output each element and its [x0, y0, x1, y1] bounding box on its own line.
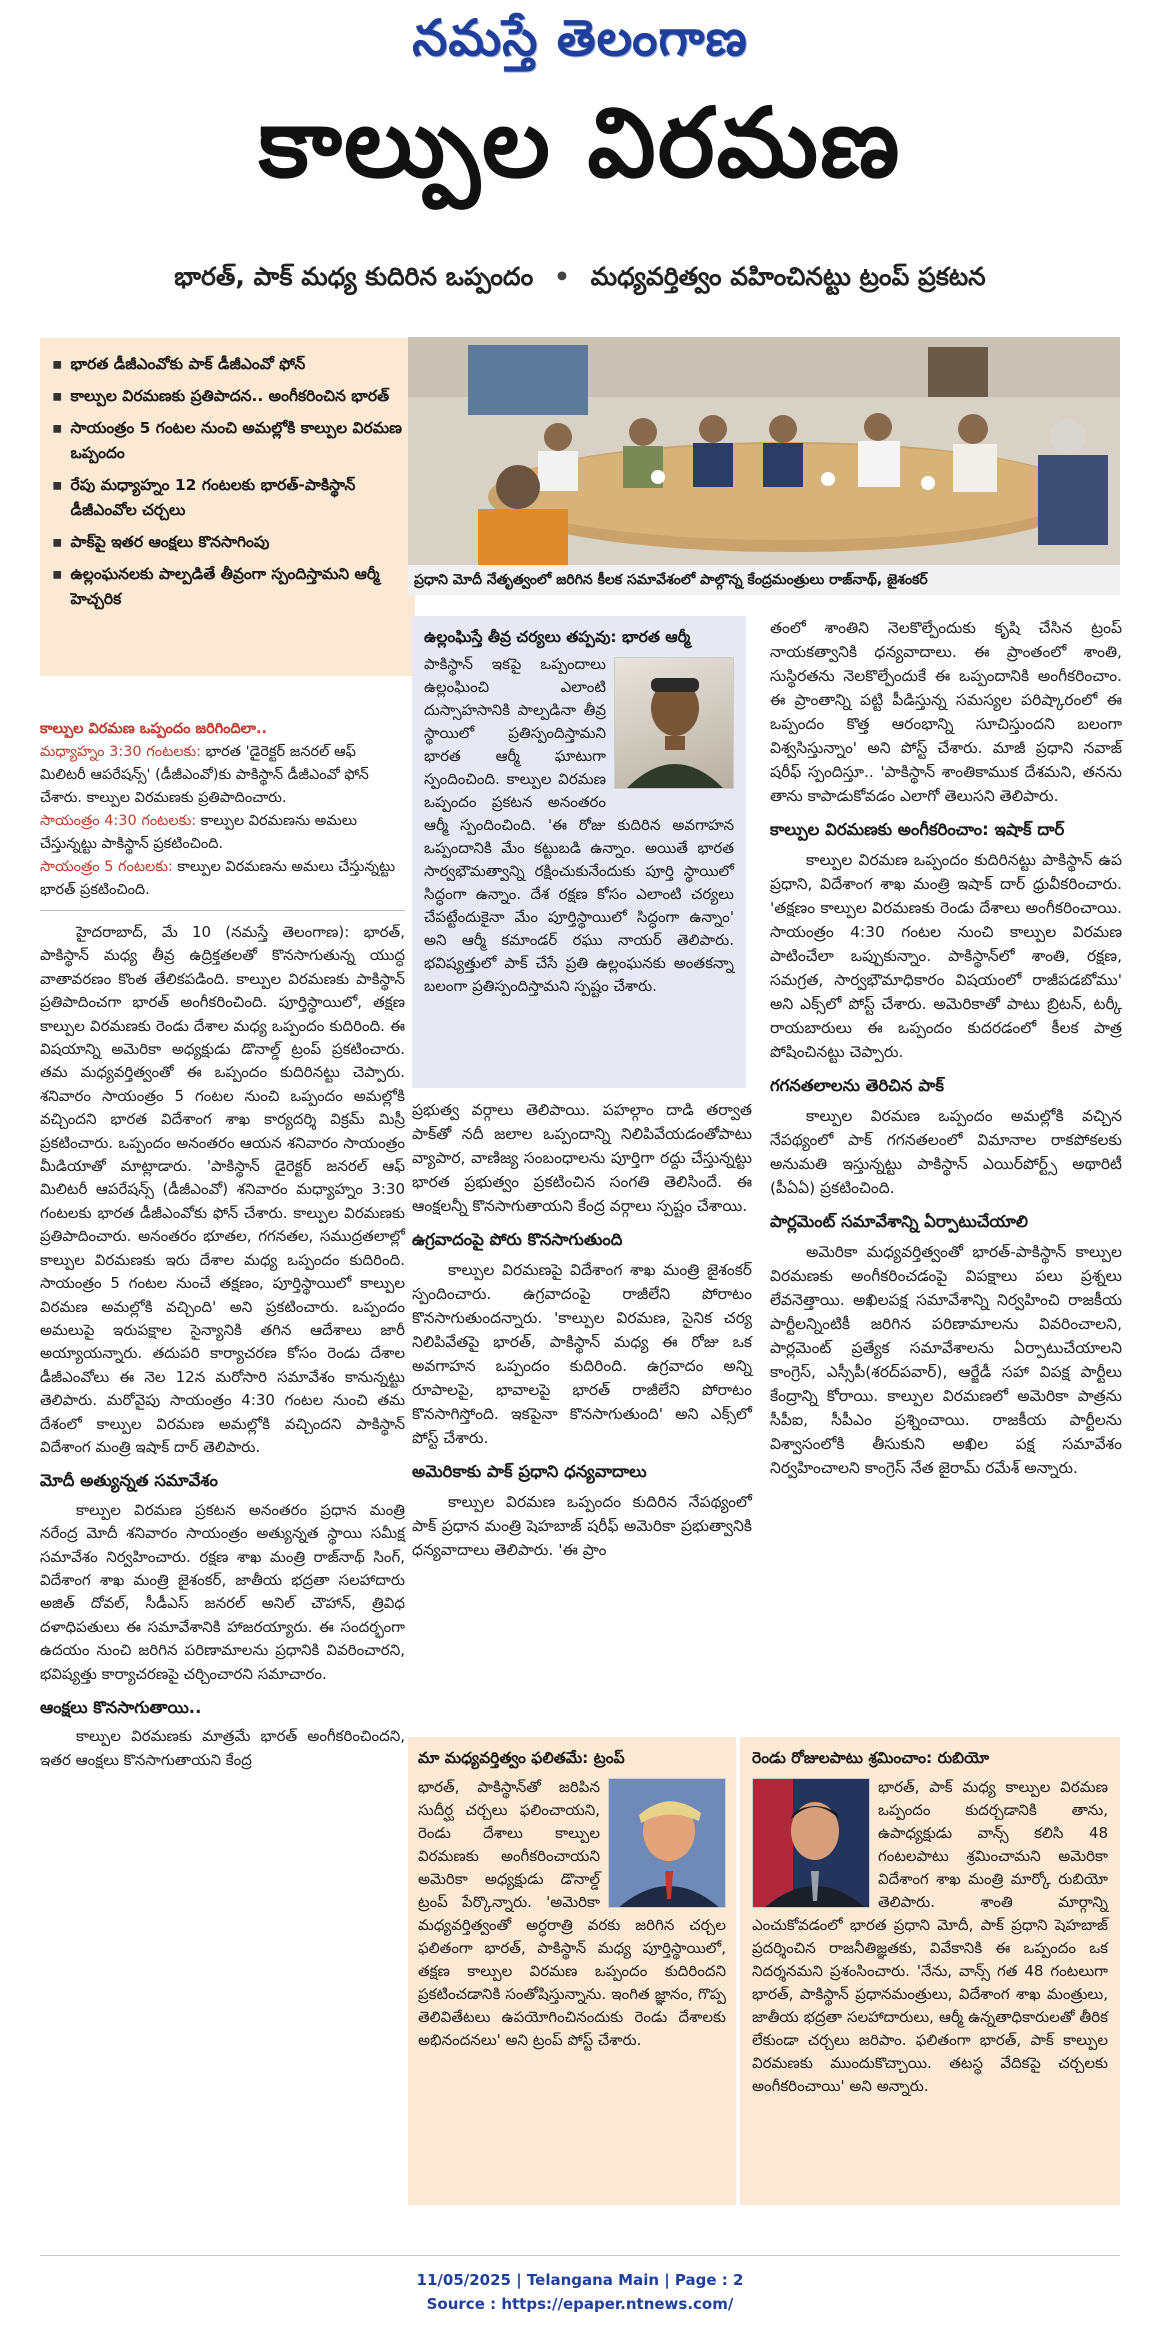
bullet-icon: ▪	[52, 387, 63, 405]
footer-edition-info: 11/05/2025 | Telangana Main | Page : 2	[416, 2271, 744, 2289]
page-footer	[0, 2268, 1160, 2316]
army-commander-photo	[614, 657, 734, 789]
timeline-heading: కాల్పుల విరమణ ఒప్పందం జరిగిందిలా..	[40, 721, 267, 737]
section-heading: పార్లమెంట్ సమావేశాన్ని ఏర్పాటుచేయాలి	[770, 1212, 1028, 1231]
army-box-text: పాకిస్థాన్ ఇకపై ఒప్పందాలు ఉల్లంఘించి ఎలాంటి దుస్సాహసానికి పాల్పడినా తీవ్ర స్థాయిలో ప్రతిస్పందిస్తామని భారత ఆర్మీ ఘాటుగా స్పందించింది. కాల్పుల విరమణ ఒప్పందం ప్రకటన అనంతరం ఆర్మీ స్పందించింది. 'ఈ రోజు కుదిరిన అవగాహన ఒప్పందానికి మేం కట్టుబడి ఉన్నాం. అయితే భారత సార్వభౌమత్వాన్ని రక్షించుకునేందుకు పూర్తి స్థాయిలో సిద్ధంగా ఉన్నాం. దేశ రక్షణ కోసం ఎలాంటి చర్యలు చేపట్టేందుకైనా మేం పూర్తిస్థాయిలో సిద్ధంగా ఉన్నాం' అని ఆర్మీ కమాండర్ రఘు నాయర్ తెలిపారు. భవిష్యత్తులో పాక్ చేసే ప్రతి ఉల్లంఘనకు అంతకన్నా బలంగా ప్రతిస్పందిస్తామని స్పష్టం చేశారు.	[424, 655, 734, 995]
bullet-icon: ▪	[52, 419, 63, 437]
section-heading: మోదీ అత్యున్నత సమావేశం	[40, 1471, 218, 1491]
article-paragraph: హైదరాబాద్, మే 10 (నమస్తే తెలంగాణ): భారత్, పాకిస్థాన్ మధ్య తీవ్ర ఉద్రిక్తతలతో కొనసాగుతున్న యుద్ధ వాతావరణం కొంత తేలికపడింది. కాల్పుల విరమణకు పాకిస్థాన్ ప్రతిపాదించగా భారత్ అంగీకరించింది. పూర్తిస్థాయిలో, తక్షణ కాల్పుల విరమణకు రెండు దేశాల మధ్య ఒప్పందం కుదిరింది. ఈ విషయాన్ని అమెరికా అధ్యక్షుడు డొనాల్డ్ ట్రంప్ ప్రకటించారు. తమ మధ్యవర్తిత్వంతో ఈ ఒప్పందం కుదిరినట్టు చెప్పారు. శనివారం సాయంత్రం 5 గంటల నుంచి ఒప్పందం అమల్లోకి వచ్చిందని భారత విదేశాంగ శాఖ కార్యదర్శి విక్రమ్ మిస్రీ ప్రకటించారు. ఒప్పందం అనంతరం ఆయన శనివారం సాయంత్రం మీడియాతో మాట్లాడారు. 'పాకిస్థాన్ డైరెక్టర్ జనరల్ ఆఫ్ మిలిటరీ ఆపరేషన్స్ (డీజీఎంవో) శనివారం మధ్యాహ్నం 3:30 గంటలకు భారత డీజీఎంవోకు ఫోన్ చేశారు. కాల్పుల విరమణకు ప్రతిపాదించారు. అనంతరం భూతల, గగనతల, సముద్రతలాల్లో కాల్పుల విరమణకు ఇరు దేశాల మధ్య ఒప్పందం కుదిరింది. సాయంత్రం 5 గంటల నుంచే తక్షణం, పూర్తిస్థాయిలో కాల్పుల విరమణ అమల్లోకి వచ్చింది' అని ప్రకటించారు. ఒప్పందం అమలుపై ఇరుపక్షాల సైన్యానికి తగిన ఆదేశాలు జారీ అయ్యాయన్నారు. తదుపరి కార్యాచరణ కోసం రెండు దేశాల డీజీఎంవోలు ఈ నెల 12న మరోసారి సమావేశం కానున్నట్టు తెలిపారు. మరోవైపు సాయంత్రం 4:30 గంటల నుంచి తమ దేశంలో కాల్పుల విరమణ అమల్లోకి వచ్చిందని పాకిస్థాన్ విదేశాంగ మంత్రి ఇషాక్ దార్ తెలిపారు.	[40, 923, 405, 1456]
article-column-2	[412, 1098, 752, 1564]
trump-quote-box	[408, 1737, 736, 2205]
masthead	[0, 8, 1160, 80]
timeline-box	[40, 718, 405, 1774]
highlight-item: ▪ ఉల్లంఘనలకు పాల్పడితే తీవ్రంగా స్పందిస్తామని ఆర్మీ హెచ్చరిక	[52, 562, 403, 612]
article-paragraph: అమెరికా మధ్యవర్తిత్వంతో భారత్-పాకిస్థాన్ కాల్పుల విరమణకు అంగీకరించడంపై విపక్షాలు పలు ప్రశ్నలు లేవనెత్తాయి. అఖిలపక్ష సమావేశాన్ని నిర్వహించి రాజకీయ పార్టీలన్నింటికీ జరిగిన పరిణామాలను వివరించాలని, పార్లమెంట్ ప్రత్యేక సమావేశాలను ఏర్పాటుచేయాలని కాంగ్రెస్, ఎస్సీపీ(శరద్‌పవార్), ఆర్జేడీ సహా విపక్ష పార్టీలు కేంద్రాన్ని కోరాయి. కాల్పుల విరమణలో అమెరికా పాత్రను సీపీఐ, సీపీఎం ప్రశ్నించాయి. రాజకీయ పార్టీలను విశ్వాసంలోకి తీసుకుని అఖిల పక్ష సమావేశం నిర్వహించాలని కాంగ్రెస్ నేత జైరామ్ రమేశ్ అన్నారు.	[770, 1243, 1122, 1477]
bullet-icon: ▪	[52, 533, 63, 551]
article-paragraph: కాల్పుల విరమణకు మాత్రమే భారత్ అంగీకరించిందని, ఇతర ఆంక్షలు కొనసాగుతాయని కేంద్ర	[40, 1727, 405, 1769]
article-paragraph: కాల్పుల విరమణపై విదేశాంగ శాఖ మంత్రి జైశంకర్ స్పందించారు. ఉగ్రవాదంపై రాజీలేని పోరాటం కొనసాగుతుందన్నారు. 'కాల్పుల విరమణ, సైనిక చర్య నిలిపివేతపై భారత్, పాకిస్థాన్ మధ్య ఈ రోజు ఒక అవగాహన ఒప్పందం కుదిరింది. ఉగ్రవాదం అన్ని రూపాలపై, భావాలపై భారత్ రాజీలేని పోరాటం కొనసాగిస్తోంది. ఇకపైనా కొనసాగుతుంది' అని ఎక్స్‌లో పోస్ట్ చేశారు.	[412, 1261, 752, 1447]
highlight-item: ▪ పాక్‌పై ఇతర ఆంక్షలు కొనసాగింపు	[52, 530, 403, 555]
photo-caption: ప్రధాని మోదీ నేతృత్వంలో జరిగిన కీలక సమావేశంలో పాల్గొన్న కేంద్రమంత్రులు రాజ్‌నాథ్, జైశంకర్	[408, 565, 1120, 595]
article-column-1	[40, 921, 405, 1772]
article-paragraph: కాల్పుల విరమణ ఒప్పందం కుదిరినట్టు పాకిస్థాన్ ఉప ప్రధాని, విదేశాంగ శాఖ మంత్రి ఇషాక్ దార్ ధ్రువీకరించారు. 'తక్షణం కాల్పుల విరమణకు రెండు దేశాలు అంగీకరించాయి. సాయంత్రం 4:30 గంటల నుంచి కాల్పుల విరమణ పాటించేలా ఒప్పుకున్నాం. పాకిస్థాన్‌లో శాంతి, రక్షణ, సమగ్రత, సార్వభౌమాధికారం విషయంలో రాజీపడబోము' అని ఎక్స్‌లో పోస్ట్ చేశారు. అమెరికాతో పాటు బ్రిటన్, టర్కీ రాయబారులు ఈ ఒప్పందం కుదరడంలో కీలక పాత్ర పోషించినట్టు చెప్పారు.	[770, 851, 1122, 1061]
trump-box-title: మా మధ్యవర్తిత్వం ఫలితమే: ట్రంప్	[418, 1749, 625, 1767]
footer-source-link[interactable]: Source : https://epaper.ntnews.com/	[426, 2295, 734, 2313]
footer-divider	[40, 2255, 1120, 2256]
meeting-photo-illustration	[408, 337, 1120, 565]
article-paragraph: కాల్పుల విరమణ ప్రకటన అనంతరం ప్రధాన మంత్రి నరేంద్ర మోదీ శనివారం సాయంత్రం అత్యున్నత స్థాయి సమీక్ష సమావేశం నిర్వహించారు. రక్షణ శాఖ మంత్రి రాజ్‌నాథ్ సింగ్, విదేశాంగ శాఖ మంత్రి జైశంకర్, జాతీయ భద్రతా సలహాదారు అజిత్ దోవల్, సీడీఎస్ జనరల్ అనిల్ చౌహాన్, త్రివిధ దళాధిపతులు ఈ సమావేశానికి హాజరయ్యారు. ఈ సందర్భంగా ఉదయం నుంచి జరిగిన పరిణామాలను ప్రధానికి వివరించారని, భవిష్యత్తు కార్యాచరణపై చర్చించారని సమాచారం.	[40, 1500, 405, 1683]
divider	[40, 910, 405, 911]
highlight-item: ▪ సాయంత్రం 5 గంటల నుంచి అమల్లోకి కాల్పుల విరమణ ఒప్పందం	[52, 416, 403, 466]
newspaper-logo: నమస్తే తెలంగాణ	[412, 8, 748, 67]
subhead-bullet: •	[553, 262, 570, 291]
army-warning-box	[412, 616, 746, 1088]
section-heading: కాల్పుల విరమణకు అంగీకరించాం: ఇషాక్ దార్	[770, 820, 1065, 839]
article-paragraph: కాల్పుల విరమణ ఒప్పందం కుదిరిన నేపథ్యంలో పాక్ ప్రధాన మంత్రి షెహబాజ్ షరీఫ్ అమెరికా ప్రభుత్వానికి ధన్యవాదాలు తెలిపారు. 'ఈ ప్రాం	[412, 1493, 752, 1559]
meeting-photo	[408, 337, 1120, 565]
article-paragraph: తంలో శాంతిని నెలకొల్పేందుకు కృషి చేసిన ట్రంప్ నాయకత్వానికి ధన్యవాదాలు. ఈ ప్రాంతంలో శాంతి, సుస్థిరతను నెలకొల్పేందుకే ఈ ఒప్పందానికి అంగీకరించాం. ఈ ప్రాంతాన్ని పట్టి పీడిస్తున్న సమస్యల పరిష్కారంలో ఈ ఒప్పందం కొత్త ఆరంభాన్ని సూచిస్తుందని బలంగా విశ్వసిస్తున్నాం' అని పోస్ట్ చేశారు. మాజీ ప్రధాని నవాజ్ షరీఫ్ స్పందిస్తూ.. 'పాకిస్థాన్ శాంతికాముక దేశమని, తనను తాను కాపాడుకోవడం ఎలాగో తెలుసని తెలిపారు.	[770, 619, 1122, 805]
subhead-right: మధ్యవర్తిత్వం వహించినట్టు ట్రంప్ ప్రకటన	[590, 262, 986, 291]
section-heading: గగనతలాలను తెరిచిన పాక్	[770, 1076, 944, 1095]
article-paragraph: ప్రభుత్వ వర్గాలు తెలిపాయి. పహల్గాం దాడి తర్వాత పాక్‌తో నదీ జలాల ఒప్పందాన్ని నిలిపివేయడంతోపాటు వ్యాపార, వాణిజ్య సంబంధాలను పూర్తిగా రద్దు చేస్తున్నట్టు భారత ప్రభుత్వం ప్రకటించిన సంగతి తెలిసిందే. ఈ ఆంక్షలన్నీ కొనసాగుతాయని కేంద్ర వర్గాలు స్పష్టం చేశాయి.	[412, 1101, 752, 1215]
section-heading: ఉగ్రవాదంపై పోరు కొనసాగుతుంది	[412, 1230, 623, 1249]
bullet-icon: ▪	[52, 565, 63, 583]
army-box-title: ఉల్లంఘిస్తే తీవ్ర చర్యలు తప్పవు: భారత ఆర్మీ	[424, 628, 691, 646]
bullet-icon: ▪	[52, 355, 63, 373]
article-column-3	[770, 616, 1122, 1482]
trump-box-text: భారత్, పాకిస్థాన్‌తో జరిపిన సుదీర్ఘ చర్చలు ఫలించాయని, రెండు దేశాలు కాల్పుల విరమణకు అంగీకరించాయని అమెరికా అధ్యక్షుడు డొనాల్డ్ ట్రంప్ పేర్కొన్నారు. 'అమెరికా మధ్యవర్తిత్వంతో అర్ధరాత్రి వరకు జరిగిన చర్చల ఫలితంగా భారత్, పాకిస్థాన్ మధ్య పూర్తిస్థాయిలో, తక్షణ కాల్పుల విరమణ ఒప్పందం కుదిరిందని ప్రకటించడానికి సంతోషిస్తున్నాను. ఇంగిత జ్ఞానం, గొప్ప తెలివితేటలు ఉపయోగించినందుకు రెండు దేశాలకు అభినందనలు' అని ట్రంప్ పోస్ట్ చేశారు.	[418, 1778, 726, 2049]
bullet-icon: ▪	[52, 476, 63, 494]
highlight-item: ▪ కాల్పుల విరమణకు ప్రతిపాదన.. అంగీకరించిన భారత్	[52, 384, 403, 409]
article-paragraph: కాల్పుల విరమణ ఒప్పందం అమల్లోకి వచ్చిన నేపథ్యంలో పాక్ గగనతలంలో విమానాల రాకపోకలకు అనుమతి ఇస్తున్నట్టు పాకిస్థాన్ ఎయిర్‌పోర్ట్స్ అథారిటీ (పీఏఏ) ప్రకటించింది.	[770, 1107, 1122, 1197]
rubio-quote-box	[740, 1737, 1120, 2205]
section-heading: ఆంక్షలు కొనసాగుతాయి..	[40, 1698, 202, 1717]
main-headline: కాల్పుల విరమణ	[258, 87, 902, 199]
highlight-item: ▪ భారత డీజీఎంవోకు పాక్ డీజీఎంవో ఫోన్	[52, 352, 403, 377]
highlights-box	[40, 338, 415, 676]
rubio-box-text: భారత్, పాక్ మధ్య కాల్పుల విరమణ ఒప్పందం కుదర్చడానికి తాను, ఉపాధ్యక్షుడు వాన్స్ కలిసి 48 గంటలపాటు శ్రమించామని అమెరికా విదేశాంగ శాఖ మంత్రి మార్కో రుబియో తెలిపారు. శాంతి మార్గాన్ని ఎంచుకోవడంలో భారత ప్రధాని మోదీ, పాక్ ప్రధాని షెహబాజ్ ప్రదర్శించిన రాజనీతిజ్ఞతకు, వివేకానికి ఈ ఒప్పందం ఒక నిదర్శనమని ప్రశంసించారు. 'నేను, వాన్స్ గత 48 గంటలుగా భారత్, పాకిస్థాన్ ప్రధానమంత్రులు, విదేశాంగ శాఖ మంత్రులు, జాతీయ భద్రతా సలహాదారులు, ఆర్మీ ఉన్నతాధికారులతో తీరిక లేకుండా చర్చలు జరిపాం. ఫలితంగా భారత్, పాక్ కాల్పుల విరమణకు ముందుకొచ్చాయి. తటస్థ వేదికపై చర్చలకు అంగీకరించాయి' అని అన్నారు.	[752, 1778, 1108, 2095]
timeline-item: సాయంత్రం 5 గంటలకు: కాల్పుల విరమణను అమలు చేస్తున్నట్టు భారత్ ప్రకటించింది.	[40, 859, 396, 898]
trump-photo	[608, 1778, 726, 1908]
rubio-photo	[752, 1778, 870, 1908]
timeline-item: మధ్యాహ్నం 3:30 గంటలకు: భారత 'డైరెక్టర్ జనరల్ ఆఫ్ మిలిటరీ ఆపరేషన్స్' (డీజీఎంవో)కు పాకిస్థాన్ డీజీఎంవో ఫోన్ చేశారు. కాల్పుల విరమణకు ప్రతిపాదించారు.	[40, 744, 369, 806]
rubio-box-title: రెండు రోజులపాటు శ్రమించాం: రుబియో	[752, 1749, 990, 1767]
subheadline	[0, 262, 1160, 298]
highlight-item: ▪ రేపు మధ్యాహ్నం 12 గంటలకు భారత్-పాకిస్థాన్ డీజీఎంవోల చర్చలు	[52, 473, 403, 523]
subhead-left: భారత్, పాక్ మధ్య కుదిరిన ఒప్పందం	[174, 262, 534, 291]
timeline-item: సాయంత్రం 4:30 గంటలకు: కాల్పుల విరమణను అమలు చేస్తున్నట్టు పాకిస్థాన్ ప్రకటించింది.	[40, 813, 358, 852]
section-heading: అమెరికాకు పాక్ ప్రధాని ధన్యవాదాలు	[412, 1462, 647, 1481]
